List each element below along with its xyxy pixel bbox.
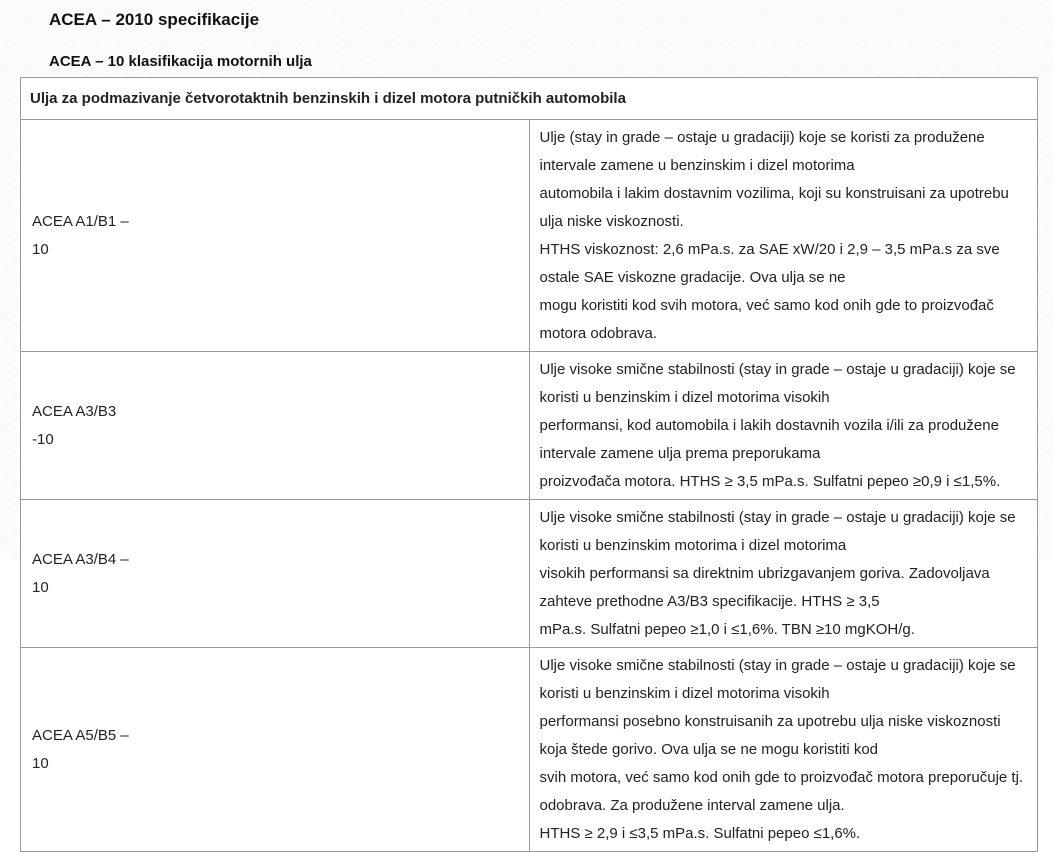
- table-header-cell: Ulja za podmazivanje četvorotaktnih benzinskih i dizel motora putničkih automobila: [21, 78, 1038, 120]
- description-line: performansi posebno konstruisanih za upotrebu ulja niske viskoznosti koja štede gorivo. Ova ulja se ne mogu koristiti kod: [539, 713, 1001, 758]
- description-cell: [529, 648, 1038, 852]
- acea-class-cell: [21, 500, 530, 648]
- acea-class-cell: [21, 120, 530, 352]
- acea-spec-table: [20, 77, 1038, 852]
- page-title: ACEA – 2010 specifikacije: [49, 10, 260, 29]
- description-line: Ulje (stay in grade – ostaje u gradaciji) koje se koristi za produžene intervale zamene u benzinskim i dizel motorima: [539, 129, 985, 174]
- acea-class-line: ACEA A3/B3: [32, 402, 117, 420]
- acea-class-line: -10: [32, 430, 54, 448]
- description-line: proizvođača motora. HTHS ≥ 3,5 mPa.s. Sulfatni pepeo ≥0,9 i ≤1,5%.: [539, 473, 1001, 490]
- description-line: Ulje visoke smične stabilnosti (stay in grade – ostaje u gradaciji) koje se koristi u benzinskim i dizel motorima visokih: [539, 361, 1016, 406]
- section-subtitle: ACEA – 10 klasifikacija motornih ulja: [49, 53, 312, 70]
- acea-class-line: ACEA A5/B5 –: [32, 726, 129, 744]
- table-row: [21, 648, 1038, 852]
- table-header-row: [21, 78, 1038, 120]
- description-line: automobila i lakim dostavnim vozilima, koji su konstruisani za upotrebu ulja niske viskoznosti.: [539, 185, 1009, 230]
- acea-class-cell: [21, 648, 530, 852]
- acea-class-line: ACEA A1/B1 –: [32, 212, 129, 230]
- description-line: Ulje visoke smične stabilnosti (stay in grade – ostaje u gradaciji) koje se koristi u benzinskim motorima i dizel motorima: [539, 509, 1016, 554]
- acea-class-line: 10: [32, 578, 49, 596]
- acea-class-line: 10: [32, 754, 49, 772]
- description-line: HTHS ≥ 2,9 i ≤3,5 mPa.s. Sulfatni pepeo ≤1,6%.: [539, 825, 861, 842]
- description-cell: [529, 120, 1038, 352]
- acea-class-cell: [21, 352, 530, 500]
- description-line: performansi, kod automobila i lakih dostavnih vozila i/ili za produžene intervale zamene ulja prema preporukama: [539, 417, 999, 462]
- description-cell: [529, 500, 1038, 648]
- description-line: visokih performansi sa direktnim ubrizgavanjem goriva. Zadovoljava zahteve prethodne A3/B3 specifikacije. HTHS ≥ 3,5: [539, 565, 990, 610]
- description-line: mogu koristiti kod svih motora, već samo kod onih gde to proizvođač motora odobrava.: [539, 297, 994, 342]
- description-cell: [529, 352, 1038, 500]
- acea-class-line: 10: [32, 240, 49, 258]
- description-line: mPa.s. Sulfatni pepeo ≥1,0 i ≤1,6%. TBN ≥10 mgKOH/g.: [539, 621, 915, 638]
- table-row: [21, 352, 1038, 500]
- description-line: Ulje visoke smične stabilnosti (stay in grade – ostaje u gradaciji) koje se koristi u benzinskim i dizel motorima visokih: [539, 657, 1016, 702]
- acea-class-line: ACEA A3/B4 –: [32, 550, 129, 568]
- table-row: [21, 120, 1038, 352]
- description-line: HTHS viskoznost: 2,6 mPa.s. za SAE xW/20 i 2,9 – 3,5 mPa.s za sve ostale SAE viskozne gradacije. Ova ulja se ne: [539, 241, 1000, 286]
- description-line: svih motora, već samo kod onih gde to proizvođač motora preporučuje tj. odobrava. Za produžene interval zamene ulja.: [539, 769, 1024, 814]
- table-row: [21, 500, 1038, 648]
